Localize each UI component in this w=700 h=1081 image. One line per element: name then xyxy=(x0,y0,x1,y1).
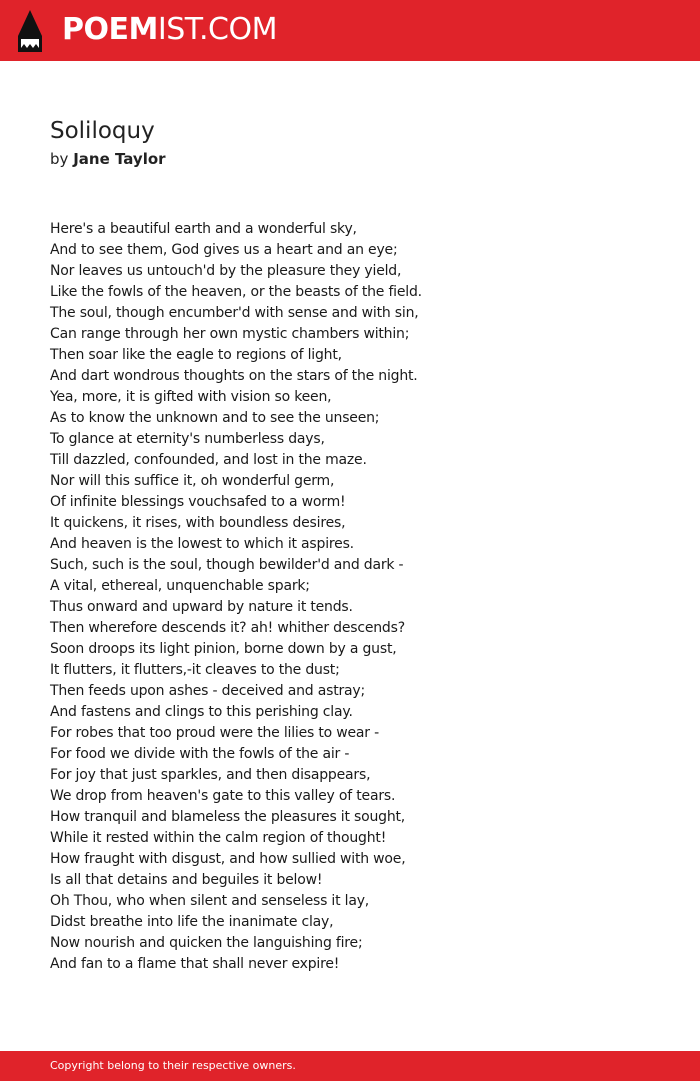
poem-line: Then wherefore descends it? ah! whither descends? xyxy=(50,620,405,636)
byline-prefix: by xyxy=(50,150,69,168)
poem-line: And heaven is the lowest to which it aspires. xyxy=(50,536,354,552)
poem-line: Of infinite blessings vouchsafed to a worm! xyxy=(50,494,346,510)
poem-line: Nor leaves us untouch'd by the pleasure they yield, xyxy=(50,263,402,279)
poem-line: How tranquil and blameless the pleasures it sought, xyxy=(50,809,406,825)
site-header xyxy=(0,0,700,61)
author-name: Jane Taylor xyxy=(73,150,166,168)
site-logo[interactable] xyxy=(62,12,277,48)
pencil-icon[interactable] xyxy=(18,10,42,52)
poem-line: And fastens and clings to this perishing clay. xyxy=(50,704,353,720)
poem-line: To glance at eternity's numberless days, xyxy=(50,431,325,447)
poem-line: Thus onward and upward by nature it tends. xyxy=(50,599,353,615)
poem-line: Like the fowls of the heaven, or the beasts of the field. xyxy=(50,284,422,300)
poem-line: For joy that just sparkles, and then disappears, xyxy=(50,767,371,783)
poem-line: Is all that detains and beguiles it below! xyxy=(50,872,323,888)
poem-line: It quickens, it rises, with boundless desires, xyxy=(50,515,346,531)
poem-line: And to see them, God gives us a heart and an eye; xyxy=(50,242,398,258)
byline xyxy=(50,149,166,169)
poem-line: While it rested within the calm region of thought! xyxy=(50,830,387,846)
poem-line: Till dazzled, confounded, and lost in the maze. xyxy=(50,452,367,468)
logo-light-text: IST.COM xyxy=(157,12,277,47)
poem-line: Yea, more, it is gifted with vision so keen, xyxy=(50,389,332,405)
poem-line: Then soar like the eagle to regions of light, xyxy=(50,347,342,363)
poem-line: Nor will this suffice it, oh wonderful germ, xyxy=(50,473,335,489)
poem-line: The soul, though encumber'd with sense and with sin, xyxy=(50,305,419,321)
poem-line: Here's a beautiful earth and a wonderful sky, xyxy=(50,221,357,237)
poem-title: Soliloquy xyxy=(50,118,155,144)
poem-line: And dart wondrous thoughts on the stars of the night. xyxy=(50,368,418,384)
poem-line: Can range through her own mystic chambers within; xyxy=(50,326,410,342)
copyright-text: Copyright belong to their respective owners. xyxy=(50,1059,296,1072)
poem-line: We drop from heaven's gate to this valley of tears. xyxy=(50,788,396,804)
poem-line: How fraught with disgust, and how sullied with woe, xyxy=(50,851,406,867)
poem-line: For robes that too proud were the lilies to wear - xyxy=(50,725,379,741)
poem-line: A vital, ethereal, unquenchable spark; xyxy=(50,578,310,594)
site-footer xyxy=(0,1051,700,1081)
poem-line: Such, such is the soul, though bewilder'd and dark - xyxy=(50,557,404,573)
poem-line: It flutters, it flutters,-it cleaves to the dust; xyxy=(50,662,340,678)
poem-line: Oh Thou, who when silent and senseless it lay, xyxy=(50,893,370,909)
poem-line: For food we divide with the fowls of the air - xyxy=(50,746,350,762)
logo-bold-text: POEM xyxy=(62,12,158,47)
poem-line: Then feeds upon ashes - deceived and astray; xyxy=(50,683,366,699)
poem-line: Soon droops its light pinion, borne down by a gust, xyxy=(50,641,397,657)
poem-line: And fan to a flame that shall never expire! xyxy=(50,956,340,972)
poem-body xyxy=(50,219,422,975)
poem-line: Didst breathe into life the inanimate clay, xyxy=(50,914,334,930)
poem-line: Now nourish and quicken the languishing fire; xyxy=(50,935,363,951)
poem-line: As to know the unknown and to see the unseen; xyxy=(50,410,380,426)
